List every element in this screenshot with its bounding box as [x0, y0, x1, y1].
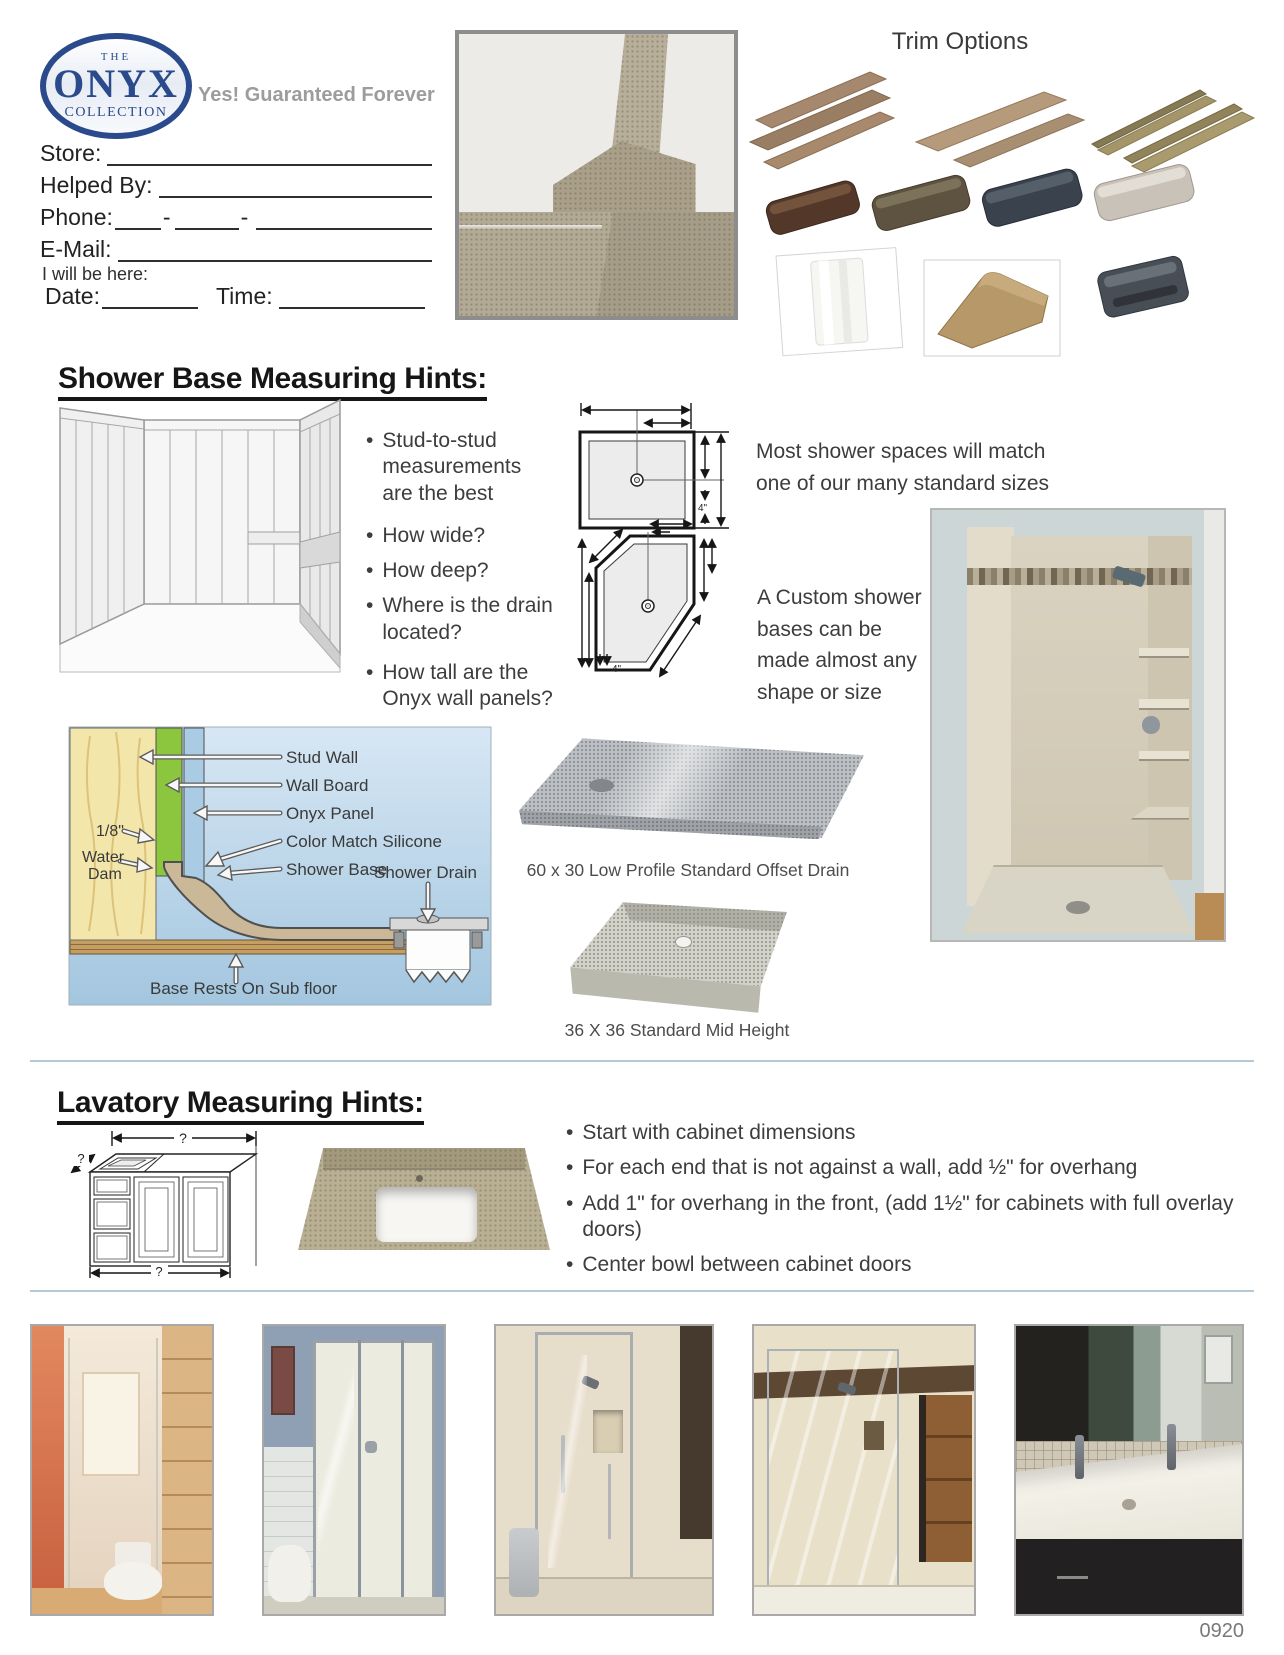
phone-dash: - — [240, 203, 249, 230]
photo-layer — [754, 1585, 974, 1614]
label-dam: Dam — [88, 866, 122, 883]
logo-the: THE — [100, 51, 132, 63]
cabinet-drawing — [60, 1126, 310, 1278]
date-time-field — [45, 283, 425, 309]
label-water: Water — [82, 849, 125, 866]
photo-layer — [630, 1332, 633, 1597]
list-item — [366, 660, 581, 713]
lavatory-section-title: Lavatory Measuring Hints: — [57, 1086, 424, 1125]
shower-wand — [608, 1464, 611, 1539]
date-input-line[interactable] — [102, 283, 198, 309]
corner-trim-photo — [455, 30, 738, 320]
store-label: Store: — [40, 139, 102, 166]
low-profile-caption: 60 x 30 Low Profile Standard Offset Drain — [526, 860, 850, 880]
bullet-text: Where is the drain located? — [382, 594, 553, 644]
shower-hints-list — [366, 428, 581, 721]
corner-shelf — [1139, 648, 1189, 658]
corner-shelf — [1139, 699, 1189, 709]
trim-options-title: Trim Options — [891, 28, 1029, 55]
cross-section-diagram — [68, 726, 492, 1006]
photo-layer — [1204, 510, 1224, 940]
logo-collection: COLLECTION — [64, 105, 168, 120]
lavatory-hints-list — [566, 1120, 1266, 1287]
list-item — [566, 1191, 1266, 1244]
bullet-dot: • — [366, 660, 374, 684]
shower-install-photo — [930, 508, 1226, 942]
shampoo-niche — [593, 1410, 623, 1453]
date-label: Date: — [45, 282, 100, 309]
bullet-text: Stud-to-stud measurements are the best — [382, 429, 522, 505]
helped-by-input-line[interactable] — [159, 172, 432, 198]
bullet-text: How wide? — [382, 523, 486, 547]
label-eighth-inch: 1/8" — [96, 823, 124, 840]
bullet-text: How deep? — [382, 559, 489, 582]
photo-layer — [553, 141, 696, 217]
label-silicone: Color Match Silicone — [286, 832, 442, 851]
bullet-dot: • — [366, 523, 374, 547]
note-line: made almost any — [757, 649, 917, 672]
sink-bowl — [376, 1187, 477, 1242]
onyx-collection-logo — [40, 33, 192, 139]
email-field — [40, 236, 432, 262]
photo-layer — [597, 212, 735, 316]
bullet-dot: • — [366, 559, 374, 582]
email-label: E-Mail: — [40, 235, 112, 262]
photo-layer — [271, 1346, 294, 1415]
email-input-line[interactable] — [118, 236, 432, 262]
gallery-photo-1 — [30, 1324, 214, 1616]
label-wall-board: Wall Board — [286, 776, 369, 795]
glass-panel — [767, 1349, 899, 1591]
store-input-line[interactable] — [107, 140, 432, 166]
bullet-text: Center bowl between cabinet doors — [582, 1253, 912, 1276]
drain-dot — [675, 936, 692, 948]
note-line: bases can be — [757, 617, 882, 641]
low-profile-base-photo — [512, 736, 864, 856]
note-line: one of our many standard sizes — [756, 471, 1049, 495]
page-code: 0920 — [1199, 1620, 1244, 1642]
photo-layer — [318, 1349, 354, 1579]
trim-options-graphic — [748, 58, 1284, 360]
window-reflection — [1204, 1335, 1233, 1384]
phone-field — [40, 204, 432, 230]
drain-dot — [1066, 901, 1089, 914]
guarantee-tagline: Yes! Guaranteed Forever — [198, 84, 435, 106]
list-item — [566, 1252, 1266, 1278]
bullet-dot: • — [566, 1191, 574, 1215]
photo-layer — [68, 1338, 70, 1591]
photo-layer — [358, 1340, 361, 1599]
photo-layer — [1195, 893, 1224, 940]
list-item — [366, 428, 581, 507]
photo-layer — [548, 1355, 587, 1568]
label-shower-drain: Shower Drain — [374, 863, 477, 882]
note-line: A Custom shower — [757, 586, 922, 609]
photo-layer — [459, 225, 602, 229]
bullet-text: Start with cabinet dimensions — [582, 1121, 856, 1144]
bullet-dot: • — [566, 1121, 574, 1144]
gallery-photo-3 — [494, 1324, 714, 1616]
section-divider — [30, 1060, 1254, 1062]
drawer-handle — [1057, 1576, 1089, 1579]
toilet-shape — [268, 1545, 311, 1603]
dim-question: ? — [155, 1264, 163, 1278]
time-label: Time: — [215, 282, 273, 309]
towel-rack — [509, 1528, 539, 1597]
faucet — [1167, 1424, 1176, 1470]
bullet-text: Add 1" for overhang in the front, (add 1½" for cabinets with full overlay doors) — [582, 1191, 1234, 1241]
photo-layer — [680, 1326, 712, 1539]
section-divider — [30, 1290, 1254, 1292]
photo-layer — [82, 1372, 140, 1476]
will-be-here-label: I will be here: — [42, 264, 149, 284]
photo-layer — [156, 1338, 158, 1591]
bullet-dot: • — [366, 429, 374, 452]
list-item — [366, 593, 581, 646]
helped-by-field — [40, 172, 432, 198]
list-item — [366, 523, 581, 549]
bullet-text: How tall are the Onyx wall panels? — [382, 660, 553, 710]
faucet — [1075, 1435, 1084, 1478]
mid-height-caption: 36 X 36 Standard Mid Height — [564, 1020, 790, 1040]
wood-door — [926, 1395, 972, 1562]
shower-base-floor — [961, 865, 1195, 934]
stud-wall-drawing — [52, 392, 347, 676]
photo-layer — [162, 1326, 212, 1614]
photo-layer — [967, 568, 1192, 585]
phone-area-line[interactable] — [115, 204, 161, 230]
bullet-dot: • — [566, 1253, 574, 1276]
label-shower-base: Shower Base — [286, 860, 388, 879]
bullet-text: For each end that is not against a wall, add ½" for overhang — [582, 1156, 1138, 1180]
drain-dot — [1122, 1499, 1136, 1511]
photo-layer — [535, 1332, 632, 1335]
label-four-inch: 4" — [698, 503, 708, 514]
photo-layer — [919, 1395, 926, 1562]
toilet-shape — [104, 1562, 162, 1599]
list-item — [566, 1120, 1266, 1146]
corner-shelf — [1139, 751, 1189, 761]
gallery-photo-4 — [752, 1324, 976, 1616]
photo-layer — [32, 1326, 64, 1614]
logo-text — [53, 52, 179, 120]
door-handle — [365, 1441, 378, 1453]
label-stud-wall: Stud Wall — [286, 748, 359, 767]
logo-onyx: ONYX — [53, 61, 179, 106]
phone-dash: - — [162, 203, 171, 230]
photo-layer — [1011, 536, 1154, 871]
vanity-top-photo — [298, 1148, 550, 1250]
list-item — [366, 558, 581, 584]
label-onyx-panel: Onyx Panel — [286, 804, 374, 823]
phone-number-line[interactable] — [256, 204, 432, 230]
label-subfloor: Base Rests On Sub floor — [150, 979, 338, 998]
helped-by-label: Helped By: — [40, 171, 153, 198]
bullet-dot: • — [566, 1156, 574, 1180]
phone-prefix-line[interactable] — [175, 204, 239, 230]
shampoo-niche — [864, 1421, 884, 1450]
shower-valve — [1142, 716, 1160, 733]
phone-label: Phone: — [40, 203, 113, 230]
note-line: shape or size — [757, 680, 882, 704]
standard-sizes-note — [756, 436, 1076, 499]
gallery-photo-5 — [1014, 1324, 1244, 1616]
mid-height-base-photo — [556, 900, 794, 1020]
dim-question: ? — [77, 1151, 85, 1166]
bullet-dot: • — [366, 594, 374, 618]
photo-layer — [401, 1340, 404, 1599]
gallery-photo-2 — [262, 1324, 446, 1616]
dim-question: ? — [179, 1130, 187, 1146]
shower-section-title: Shower Base Measuring Hints: — [58, 362, 487, 401]
note-line: Most shower spaces will match — [756, 440, 1046, 463]
label-four-inch: 4" — [612, 664, 622, 675]
faucet-hole — [416, 1175, 423, 1182]
list-item — [566, 1155, 1266, 1181]
vanity-cabinet — [1016, 1539, 1242, 1614]
neo-angle-base-diagram — [576, 516, 741, 698]
custom-base-note — [757, 582, 932, 708]
photo-layer — [323, 1148, 525, 1170]
time-input-line[interactable] — [279, 283, 425, 309]
store-field — [40, 140, 432, 166]
